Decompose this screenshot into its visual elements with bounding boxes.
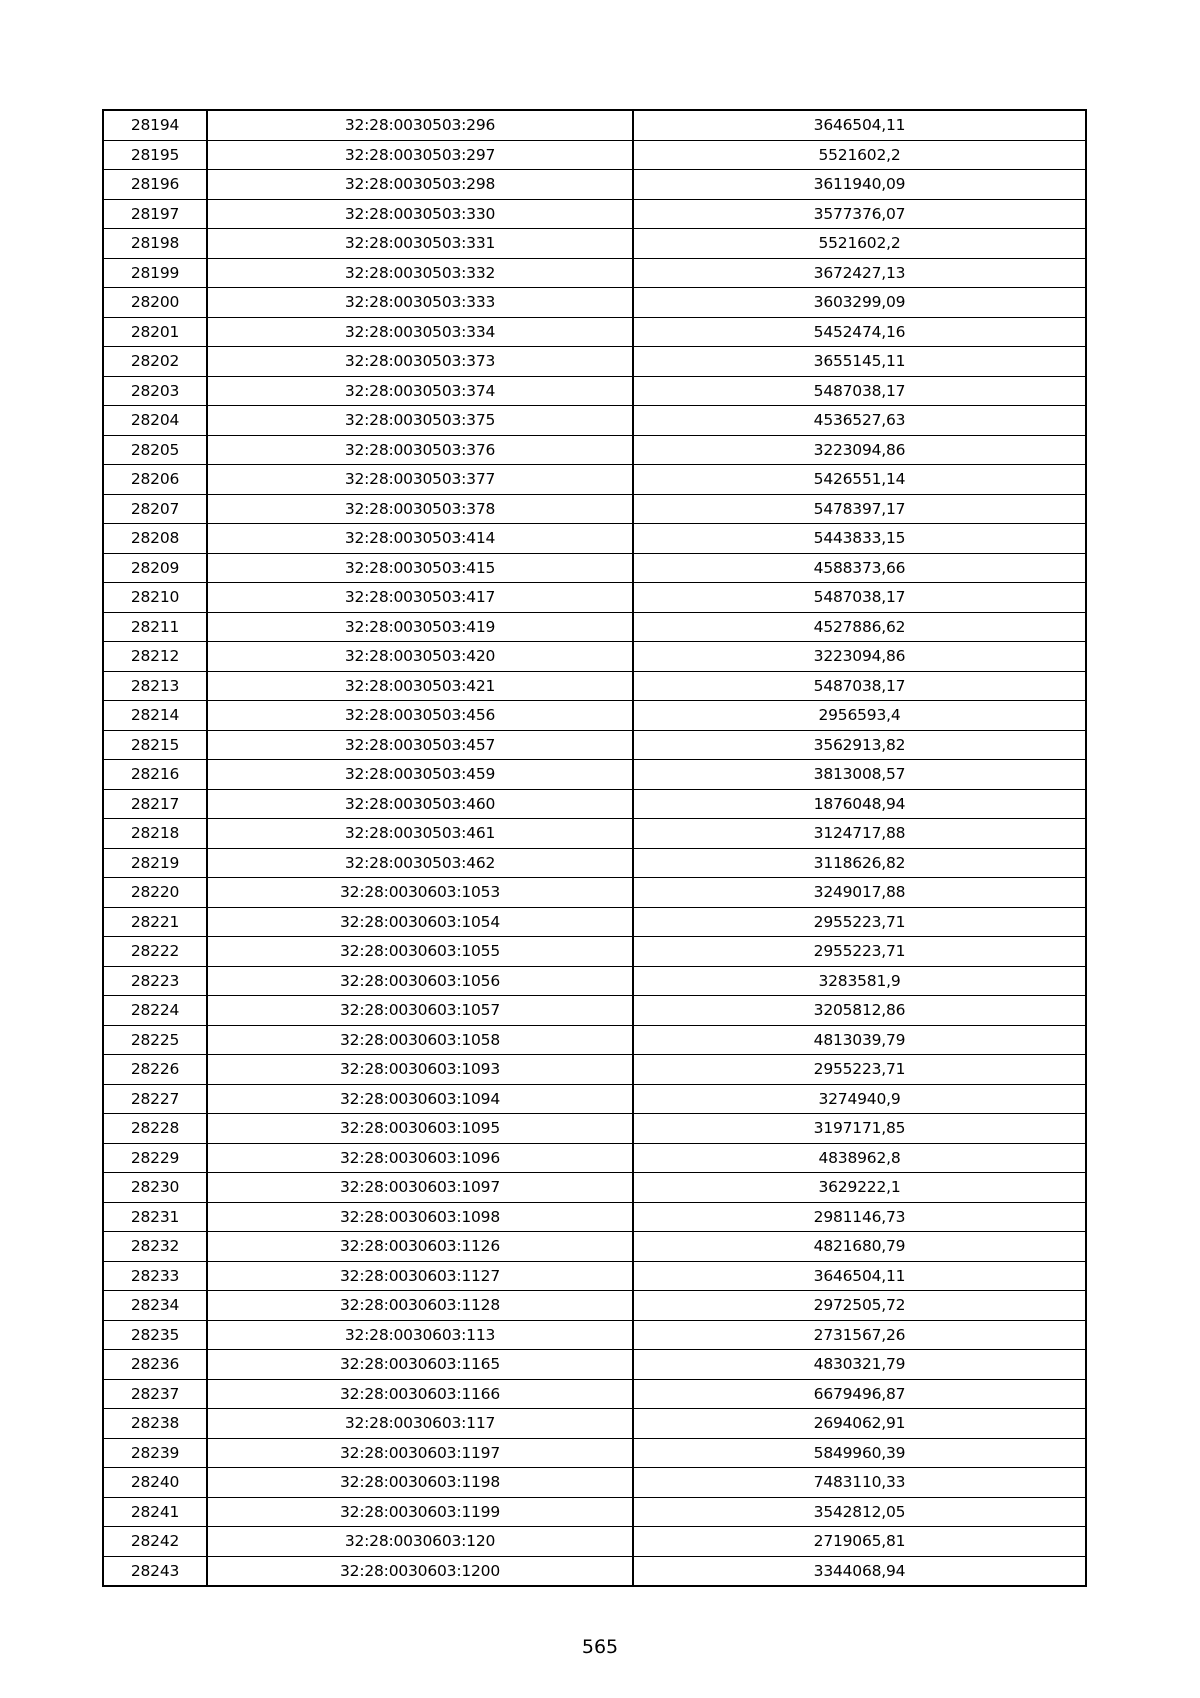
table-row (103, 671, 1086, 701)
row-number-cell: 28208 (103, 524, 207, 554)
cadastral-number-cell: 32:28:0030603:1053 (207, 878, 633, 908)
value-cell: 3249017,88 (633, 878, 1086, 908)
table-row (103, 1409, 1086, 1439)
table-row (103, 1084, 1086, 1114)
table-row (103, 1261, 1086, 1291)
value-cell: 5452474,16 (633, 317, 1086, 347)
value-cell: 3611940,09 (633, 170, 1086, 200)
table-row (103, 435, 1086, 465)
row-number-cell: 28235 (103, 1320, 207, 1350)
value-cell: 3603299,09 (633, 288, 1086, 318)
cadastral-number-cell: 32:28:0030503:378 (207, 494, 633, 524)
table-row (103, 317, 1086, 347)
value-cell: 3562913,82 (633, 730, 1086, 760)
cadastral-number-cell: 32:28:0030503:377 (207, 465, 633, 495)
cadastral-number-cell: 32:28:0030503:297 (207, 140, 633, 170)
table-row (103, 1438, 1086, 1468)
value-cell: 5521602,2 (633, 140, 1086, 170)
table-row (103, 494, 1086, 524)
row-number-cell: 28240 (103, 1468, 207, 1498)
cadastral-number-cell: 32:28:0030503:332 (207, 258, 633, 288)
row-number-cell: 28213 (103, 671, 207, 701)
cadastral-number-cell: 32:28:0030503:457 (207, 730, 633, 760)
cadastral-number-cell: 32:28:0030503:334 (207, 317, 633, 347)
table-row (103, 229, 1086, 259)
row-number-cell: 28222 (103, 937, 207, 967)
table-row (103, 376, 1086, 406)
row-number-cell: 28227 (103, 1084, 207, 1114)
table-row (103, 789, 1086, 819)
table-row (103, 524, 1086, 554)
cadastral-number-cell: 32:28:0030503:375 (207, 406, 633, 436)
cadastral-number-cell: 32:28:0030503:373 (207, 347, 633, 377)
cadastral-number-cell: 32:28:0030503:331 (207, 229, 633, 259)
value-cell: 7483110,33 (633, 1468, 1086, 1498)
value-cell: 1876048,94 (633, 789, 1086, 819)
value-cell: 6679496,87 (633, 1379, 1086, 1409)
value-cell: 2981146,73 (633, 1202, 1086, 1232)
value-cell: 3124717,88 (633, 819, 1086, 849)
value-cell: 4536527,63 (633, 406, 1086, 436)
table-row (103, 288, 1086, 318)
table-row (103, 465, 1086, 495)
value-cell: 2972505,72 (633, 1291, 1086, 1321)
row-number-cell: 28212 (103, 642, 207, 672)
value-cell: 5487038,17 (633, 583, 1086, 613)
cadastral-number-cell: 32:28:0030503:419 (207, 612, 633, 642)
table-row (103, 1143, 1086, 1173)
row-number-cell: 28223 (103, 966, 207, 996)
value-cell: 2955223,71 (633, 937, 1086, 967)
cadastral-number-cell: 32:28:0030503:415 (207, 553, 633, 583)
cadastral-number-cell: 32:28:0030503:374 (207, 376, 633, 406)
table-row (103, 1556, 1086, 1586)
table-body (103, 110, 1086, 1586)
cadastral-number-cell: 32:28:0030503:420 (207, 642, 633, 672)
row-number-cell: 28211 (103, 612, 207, 642)
cadastral-number-cell: 32:28:0030503:298 (207, 170, 633, 200)
table-row (103, 642, 1086, 672)
row-number-cell: 28242 (103, 1527, 207, 1557)
row-number-cell: 28236 (103, 1350, 207, 1380)
row-number-cell: 28210 (103, 583, 207, 613)
table-row (103, 760, 1086, 790)
cadastral-number-cell: 32:28:0030503:460 (207, 789, 633, 819)
table-row (103, 583, 1086, 613)
row-number-cell: 28225 (103, 1025, 207, 1055)
value-cell: 5478397,17 (633, 494, 1086, 524)
cadastral-number-cell: 32:28:0030503:421 (207, 671, 633, 701)
row-number-cell: 28229 (103, 1143, 207, 1173)
value-cell: 3344068,94 (633, 1556, 1086, 1586)
value-cell: 3205812,86 (633, 996, 1086, 1026)
cadastral-number-cell: 32:28:0030603:1057 (207, 996, 633, 1026)
value-cell: 3646504,11 (633, 110, 1086, 140)
cadastral-number-cell: 32:28:0030503:462 (207, 848, 633, 878)
value-cell: 5849960,39 (633, 1438, 1086, 1468)
table-row (103, 1291, 1086, 1321)
value-cell: 4813039,79 (633, 1025, 1086, 1055)
cadastral-number-cell: 32:28:0030603:1097 (207, 1173, 633, 1203)
row-number-cell: 28205 (103, 435, 207, 465)
value-cell: 3542812,05 (633, 1497, 1086, 1527)
cadastral-number-cell: 32:28:0030603:1055 (207, 937, 633, 967)
value-cell: 2731567,26 (633, 1320, 1086, 1350)
cadastral-number-cell: 32:28:0030603:1094 (207, 1084, 633, 1114)
value-cell: 2719065,81 (633, 1527, 1086, 1557)
page-number: 565 (581, 1636, 619, 1658)
row-number-cell: 28226 (103, 1055, 207, 1085)
row-number-cell: 28202 (103, 347, 207, 377)
table-row (103, 258, 1086, 288)
table-row (103, 1379, 1086, 1409)
cadastral-number-cell: 32:28:0030603:1198 (207, 1468, 633, 1498)
row-number-cell: 28216 (103, 760, 207, 790)
cadastral-number-cell: 32:28:0030603:113 (207, 1320, 633, 1350)
cadastral-number-cell: 32:28:0030603:1096 (207, 1143, 633, 1173)
row-number-cell: 28194 (103, 110, 207, 140)
cadastral-number-cell: 32:28:0030503:296 (207, 110, 633, 140)
row-number-cell: 28201 (103, 317, 207, 347)
row-number-cell: 28224 (103, 996, 207, 1026)
value-cell: 3197171,85 (633, 1114, 1086, 1144)
value-cell: 3672427,13 (633, 258, 1086, 288)
value-cell: 3223094,86 (633, 435, 1086, 465)
row-number-cell: 28197 (103, 199, 207, 229)
table-row (103, 1025, 1086, 1055)
cadastral-number-cell: 32:28:0030603:1128 (207, 1291, 633, 1321)
table-row (103, 966, 1086, 996)
table-row (103, 1173, 1086, 1203)
row-number-cell: 28228 (103, 1114, 207, 1144)
row-number-cell: 28203 (103, 376, 207, 406)
row-number-cell: 28219 (103, 848, 207, 878)
row-number-cell: 28204 (103, 406, 207, 436)
row-number-cell: 28217 (103, 789, 207, 819)
row-number-cell: 28215 (103, 730, 207, 760)
cadastral-number-cell: 32:28:0030603:1197 (207, 1438, 633, 1468)
value-cell: 4588373,66 (633, 553, 1086, 583)
cadastral-number-cell: 32:28:0030603:1098 (207, 1202, 633, 1232)
row-number-cell: 28239 (103, 1438, 207, 1468)
value-cell: 4821680,79 (633, 1232, 1086, 1262)
cadastral-number-cell: 32:28:0030603:1127 (207, 1261, 633, 1291)
value-cell: 5487038,17 (633, 671, 1086, 701)
value-cell: 2694062,91 (633, 1409, 1086, 1439)
value-cell: 5426551,14 (633, 465, 1086, 495)
value-cell: 3646504,11 (633, 1261, 1086, 1291)
row-number-cell: 28214 (103, 701, 207, 731)
table-row (103, 1350, 1086, 1380)
table-row (103, 553, 1086, 583)
row-number-cell: 28233 (103, 1261, 207, 1291)
cadastral-number-cell: 32:28:0030603:1054 (207, 907, 633, 937)
cadastral-number-cell: 32:28:0030603:1199 (207, 1497, 633, 1527)
value-cell: 4830321,79 (633, 1350, 1086, 1380)
row-number-cell: 28234 (103, 1291, 207, 1321)
row-number-cell: 28218 (103, 819, 207, 849)
table-row (103, 1320, 1086, 1350)
table-row (103, 199, 1086, 229)
table-row (103, 730, 1086, 760)
table-row (103, 1055, 1086, 1085)
row-number-cell: 28198 (103, 229, 207, 259)
row-number-cell: 28230 (103, 1173, 207, 1203)
table-row (103, 1114, 1086, 1144)
row-number-cell: 28220 (103, 878, 207, 908)
cadastral-number-cell: 32:28:0030603:1093 (207, 1055, 633, 1085)
table-row (103, 848, 1086, 878)
row-number-cell: 28195 (103, 140, 207, 170)
cadastral-number-cell: 32:28:0030603:1166 (207, 1379, 633, 1409)
table-row (103, 996, 1086, 1026)
value-cell: 2955223,71 (633, 1055, 1086, 1085)
table-row (103, 1527, 1086, 1557)
cadastral-number-cell: 32:28:0030503:456 (207, 701, 633, 731)
table-row (103, 1202, 1086, 1232)
value-cell: 5521602,2 (633, 229, 1086, 259)
cadastral-number-cell: 32:28:0030603:1200 (207, 1556, 633, 1586)
cadastral-number-cell: 32:28:0030603:1095 (207, 1114, 633, 1144)
cadastral-number-cell: 32:28:0030503:459 (207, 760, 633, 790)
row-number-cell: 28237 (103, 1379, 207, 1409)
cadastral-number-cell: 32:28:0030603:1165 (207, 1350, 633, 1380)
value-cell: 4838962,8 (633, 1143, 1086, 1173)
cadastral-number-cell: 32:28:0030503:333 (207, 288, 633, 318)
row-number-cell: 28231 (103, 1202, 207, 1232)
row-number-cell: 28241 (103, 1497, 207, 1527)
value-cell: 5487038,17 (633, 376, 1086, 406)
value-cell: 3283581,9 (633, 966, 1086, 996)
row-number-cell: 28206 (103, 465, 207, 495)
value-cell: 3629222,1 (633, 1173, 1086, 1203)
value-cell: 2956593,4 (633, 701, 1086, 731)
cadastral-number-cell: 32:28:0030503:376 (207, 435, 633, 465)
table-row (103, 1497, 1086, 1527)
row-number-cell: 28243 (103, 1556, 207, 1586)
cadastral-number-cell: 32:28:0030503:330 (207, 199, 633, 229)
value-cell: 4527886,62 (633, 612, 1086, 642)
cadastral-number-cell: 32:28:0030603:117 (207, 1409, 633, 1439)
value-cell: 3813008,57 (633, 760, 1086, 790)
cadastral-number-cell: 32:28:0030603:1058 (207, 1025, 633, 1055)
row-number-cell: 28209 (103, 553, 207, 583)
table-row (103, 170, 1086, 200)
cadastral-number-cell: 32:28:0030503:417 (207, 583, 633, 613)
value-cell: 3223094,86 (633, 642, 1086, 672)
table-row (103, 406, 1086, 436)
row-number-cell: 28196 (103, 170, 207, 200)
table-row (103, 1232, 1086, 1262)
row-number-cell: 28207 (103, 494, 207, 524)
row-number-cell: 28199 (103, 258, 207, 288)
cadastral-number-cell: 32:28:0030603:120 (207, 1527, 633, 1557)
table-row (103, 140, 1086, 170)
cadastral-number-cell: 32:28:0030503:461 (207, 819, 633, 849)
cadastral-number-cell: 32:28:0030603:1056 (207, 966, 633, 996)
cadastral-number-cell: 32:28:0030503:414 (207, 524, 633, 554)
table-row (103, 612, 1086, 642)
table-row (103, 819, 1086, 849)
table-row (103, 1468, 1086, 1498)
table-row (103, 937, 1086, 967)
data-table (102, 109, 1087, 1587)
table-row (103, 907, 1086, 937)
table-row (103, 110, 1086, 140)
row-number-cell: 28200 (103, 288, 207, 318)
table-row (103, 878, 1086, 908)
row-number-cell: 28221 (103, 907, 207, 937)
row-number-cell: 28238 (103, 1409, 207, 1439)
value-cell: 3274940,9 (633, 1084, 1086, 1114)
value-cell: 3118626,82 (633, 848, 1086, 878)
table-row (103, 347, 1086, 377)
value-cell: 2955223,71 (633, 907, 1086, 937)
value-cell: 3577376,07 (633, 199, 1086, 229)
cadastral-number-cell: 32:28:0030603:1126 (207, 1232, 633, 1262)
value-cell: 3655145,11 (633, 347, 1086, 377)
table-row (103, 701, 1086, 731)
row-number-cell: 28232 (103, 1232, 207, 1262)
value-cell: 5443833,15 (633, 524, 1086, 554)
